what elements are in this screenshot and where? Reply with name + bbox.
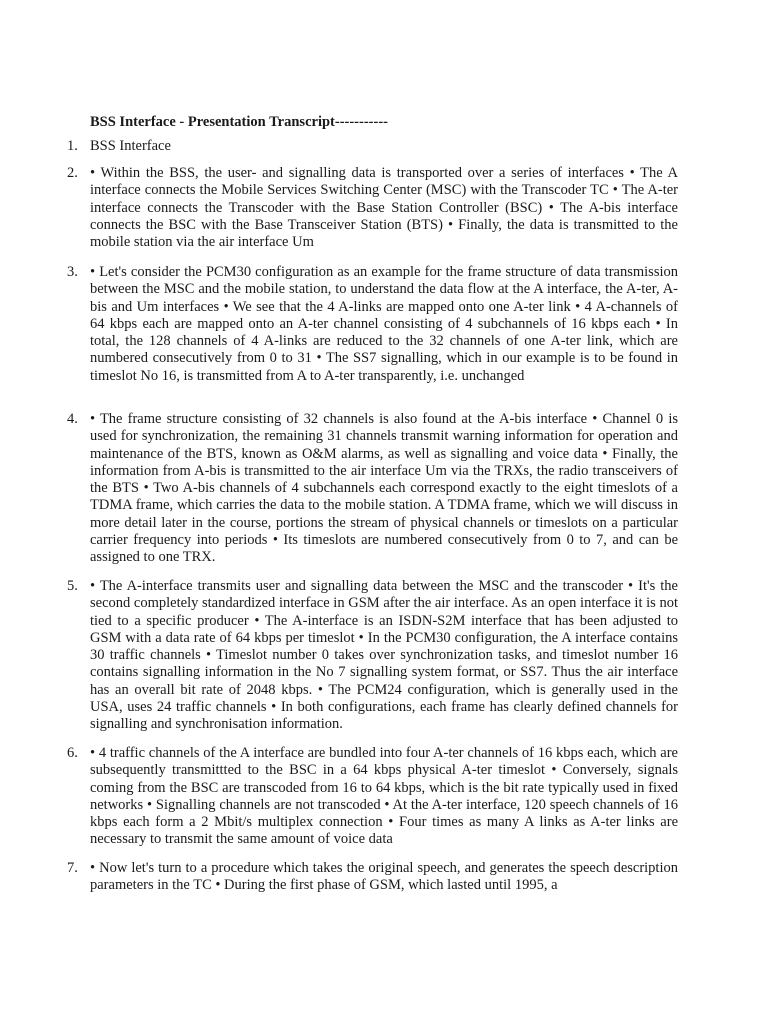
item-number: 2. xyxy=(67,165,78,181)
item-text: • Let's consider the PCM30 configuration as an example for the frame structure of data transmission between the MSC and the mobile station, to understand the data flow at the A interface, the A-ter, A-bis and Um interfaces • We see that the 4 A-links are mapped onto one A-ter link • 4 A-channels of 64 kbps each are mapped onto an A-ter channel consisting of 4 subchannels of 16 kbps each • In total, the 128 channels of 4 A-links are reduced to the 32 channels of one A-ter link, which are numbered consecutively from 0 to 31 • The SS7 signalling, which in our example is to be found in timeslot No 16, is transmitted from A to A-ter transparently, i.e. unchanged xyxy=(90,264,678,384)
item-text: • 4 traffic channels of the A interface are bundled into four A-ter channels of 16 kbps each, which are subsequently transmittted to the BSC in a 64 kbps physical A-ter timeslot • Conversely, signals coming from the BSC are transcoded from 16 to 64 kbps, which is the bit rate typically used in fixed networks • Signalling channels are not transcoded • At the A-ter interface, 120 speech channels of 16 kbps each form a 2 Mbit/s multiplex connection • Four times as many A links as A-ter links are necessary to transmit the same amount of voice data xyxy=(90,745,678,848)
item-text: • Within the BSS, the user- and signalling data is transported over a series of interfaces • The A interface connects the Mobile Services Switching Center (MSC) with the Transcoder TC • The A-ter interface connects the Transcoder with the Base Station Controller (BSC) • The A-bis interface connects the BSC with the Base Transceiver Station (BTS) • Finally, the data is transmitted to the mobile station via the air interface Um xyxy=(90,165,678,251)
document-title: BSS Interface - Presentation Transcript----------- xyxy=(90,114,388,130)
item-text: • The frame structure consisting of 32 channels is also found at the A-bis interface • Channel 0 is used for synchronization, the remaining 31 channels transmit warning information for operation and maintenance of the BTS, known as O&M alarms, as well as signalling and voice data • Finally, the information from A-bis is transmitted to the air interface Um via the TRXs, the radio transceivers of the BTS • Two A-bis channels of 4 subchannels each correspond exactly to the eight timeslots of a TDMA frame, which carries the data to the mobile station. A TDMA frame, which we will discuss in more detail later in the course, portions the stream of physical channels or timeslots on a particular carrier frequency into periods • Its timeslots are numbered consecutively from 0 to 7, and can be assigned to one TRX. xyxy=(90,411,678,566)
item-text: • Now let's turn to a procedure which takes the original speech, and generates the speech description parameters in the TC • During the first phase of GSM, which lasted until 1995, a xyxy=(90,860,678,894)
item-number: 4. xyxy=(67,411,78,427)
item-number: 1. xyxy=(67,138,78,154)
item-number: 3. xyxy=(67,264,78,280)
item-text: BSS Interface xyxy=(90,138,171,154)
item-number: 7. xyxy=(67,860,78,876)
item-text: • The A-interface transmits user and signalling data between the MSC and the transcoder • It's the second completely standardized interface in GSM after the air interface. As an open interface it is not tied to a specific producer • The A-interface is an ISDN-S2M interface that has been adjusted to GSM with a data rate of 64 kbps per timeslot • In the PCM30 configuration, the A interface contains 30 traffic channels • Timeslot number 0 takes over synchronization tasks, and timeslot number 16 contains signalling information in the No 7 signalling system format, or SS7. Thus the air interface has an overall bit rate of 2048 kbps. • The PCM24 configuration, which is generally used in the USA, uses 24 traffic channels • In both configurations, each frame has clearly defined channels for signalling and synchronisation information. xyxy=(90,578,678,733)
item-number: 6. xyxy=(67,745,78,761)
item-number: 5. xyxy=(67,578,78,594)
